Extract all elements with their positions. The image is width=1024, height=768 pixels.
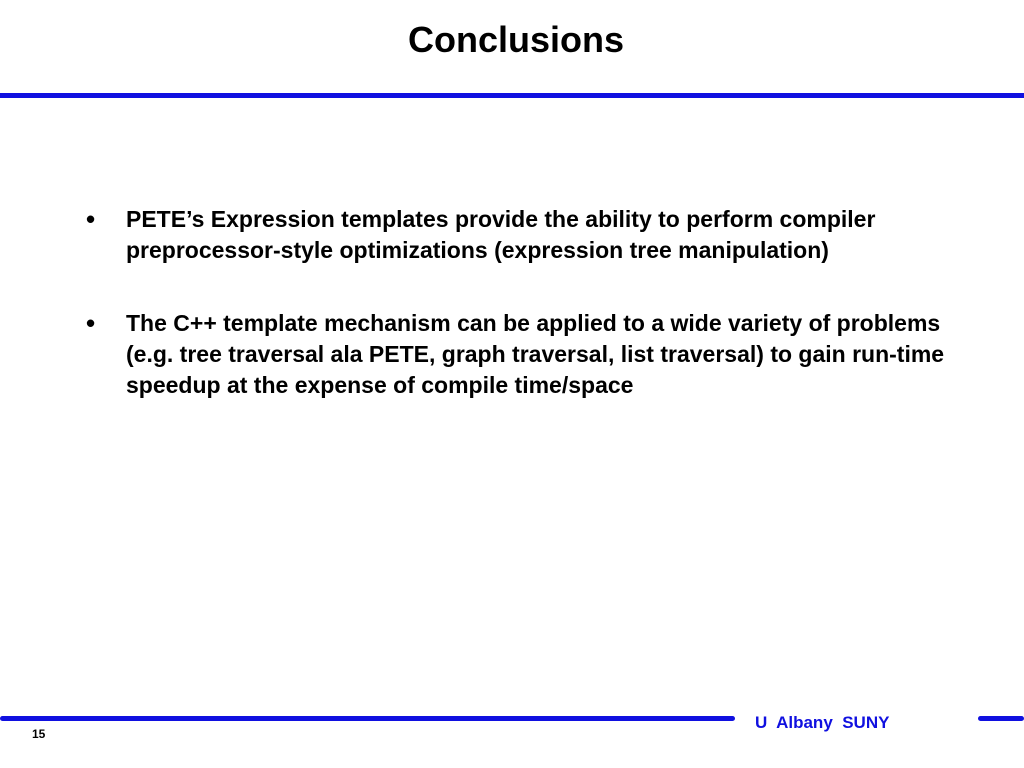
bullet-text: The C++ template mechanism can be applied to a wide variety of problems (e.g. tree traversal ala PETE, graph traversal, list traversal) to gain run-time speedup at the expense of compile time/space (126, 310, 945, 398)
bullet-item (86, 308, 966, 401)
footer-brand: U Albany SUNY (755, 713, 890, 732)
bullet-text: PETE’s Expression templates provide the ability to perform compiler preprocessor-style optimizations (expression tree manipulation) (126, 206, 876, 263)
bullet-list (86, 204, 966, 443)
footer-divider-right (978, 716, 1024, 721)
footer-divider-left (0, 716, 735, 721)
slide-title: Conclusions (407, 19, 625, 60)
page-number: 15 (32, 727, 46, 741)
title-divider (0, 93, 1024, 98)
bullet-marker: • (86, 308, 96, 338)
bullet-item (86, 204, 966, 266)
bullet-marker: • (86, 204, 96, 234)
